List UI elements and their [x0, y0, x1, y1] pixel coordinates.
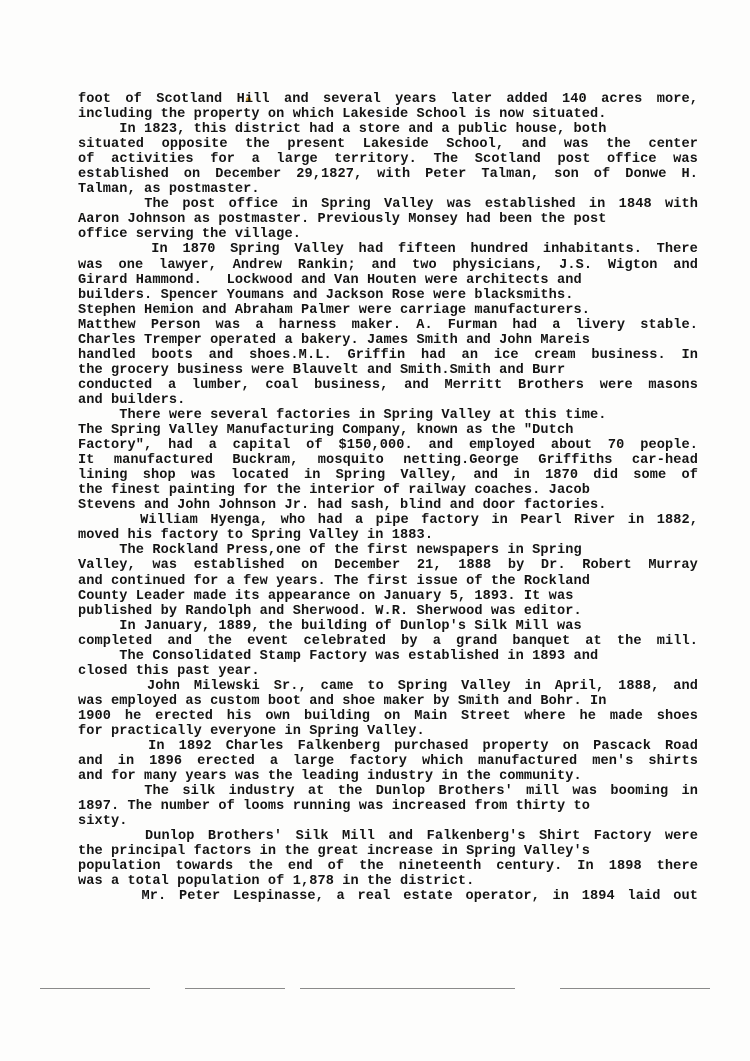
text-line: In 1823, this district had a store and a public house, both [78, 122, 607, 138]
body-text [78, 92, 698, 905]
text-line: Girard Hammond. Lockwood and Van Houten were architects and [78, 272, 582, 288]
text-line: In 1892 Charles Falkenberg purchased property on Pascack Road [78, 739, 699, 755]
text-line: the principal factors in the great increase in Spring Valley's [78, 844, 590, 860]
text-line: the grocery business were Blauvelt and Smith.Smith and Burr [78, 362, 566, 378]
text-line: The Rockland Press,one of the first newspapers in Spring [78, 543, 582, 559]
text-line: established on December 29,1827, with Peter Talman, son of Donwe H. [78, 167, 698, 183]
text-line: builders. Spencer Youmans and Jackson Rose were blacksmiths. [78, 287, 574, 303]
text-line: was one lawyer, Andrew Rankin; and two physicians, J.S. Wigton and [78, 257, 698, 273]
text-line: 1897. The number of looms running was increased from thirty to [78, 799, 590, 815]
text-line: including the property on which Lakeside School is now situated. [78, 107, 607, 123]
text-line: The Consolidated Stamp Factory was established in 1893 and [78, 648, 599, 664]
text-line: The silk industry at the Dunlop Brothers' mill was booming in [78, 784, 698, 800]
text-line: population towards the end of the nineteenth century. In 1898 there [78, 859, 698, 875]
scan-line [300, 988, 515, 989]
text-line: conducted a lumber, coal business, and Merritt Brothers were masons [78, 377, 698, 393]
text-line: handled boots and shoes.M.L. Griffin had an ice cream business. In [78, 347, 698, 363]
text-line: Stephen Hemion and Abraham Palmer were carriage manufacturers. [78, 302, 590, 318]
text-line: Aaron Johnson as postmaster. Previously Monsey had been the post [78, 212, 607, 228]
text-line: foot of Scotland Hill and several years later added 140 acres more, [78, 92, 699, 107]
text-line: Factory", had a capital of $150,000. and employed about 70 people. [78, 438, 698, 454]
text-line: closed this past year. [78, 663, 260, 679]
scan-line [185, 988, 285, 989]
text-line: of activities for a large territory. The Scotland post office was [78, 152, 698, 168]
text-line: 1900 he erected his own building on Main Street where he made shoes [78, 708, 698, 724]
text-line: published by Randolph and Sherwood. W.R. Sherwood was editor. [78, 603, 582, 619]
text-line: Talman, as postmaster. [78, 182, 260, 198]
text-line: was employed as custom boot and shoe maker by Smith and Bohr. In [78, 693, 607, 709]
text-line: for practically everyone in Spring Valley. [78, 723, 425, 739]
text-line: and continued for a few years. The first issue of the Rockland [78, 573, 590, 589]
text-line: Dunlop Brothers' Silk Mill and Falkenberg's Shirt Factory were [78, 829, 698, 845]
text-line: completed and the event celebrated by a grand banquet at the mill. [78, 633, 699, 649]
text-line: Stevens and John Johnson Jr. had sash, blind and door factories. [78, 498, 607, 514]
text-line: William Hyenga, who had a pipe factory in Pearl River in 1882, [78, 513, 698, 529]
text-line: moved his factory to Spring Valley in 1883. [78, 528, 434, 544]
scan-line [40, 988, 150, 989]
text-line: Mr. Peter Lespinasse, a real estate operator, in 1894 laid out [78, 889, 699, 905]
text-line: office serving the village. [78, 227, 301, 243]
text-line: There were several factories in Spring Valley at this time. [78, 407, 607, 423]
text-line: Valley, was established on December 21, 1888 by Dr. Robert Murray [78, 558, 698, 574]
text-line: In 1870 Spring Valley had fifteen hundred inhabitants. There [78, 242, 698, 258]
text-line: situated opposite the present Lakeside School, and was the center [78, 137, 698, 153]
text-line: John Milewski Sr., came to Spring Valley in April, 1888, and [78, 678, 698, 694]
text-line: Matthew Person was a harness maker. A. Furman had a livery stable. [78, 317, 699, 333]
text-line: sixty. [78, 814, 128, 830]
text-line: The Spring Valley Manufacturing Company, known as the "Dutch [78, 423, 574, 439]
text-line: The post office in Spring Valley was established in 1848 with [78, 197, 698, 213]
text-line: In January, 1889, the building of Dunlop's Silk Mill was [78, 618, 582, 634]
text-line: Charles Tremper operated a bakery. James Smith and John Mareis [78, 332, 590, 348]
text-line: was a total population of 1,878 in the district. [78, 874, 475, 890]
text-line: County Leader made its appearance on January 5, 1893. It was [78, 588, 574, 604]
text-line: It manufactured Buckram, mosquito netting.George Griffiths car-head [78, 453, 698, 469]
text-line: the finest painting for the interior of railway coaches. Jacob [78, 483, 590, 499]
text-line: and in 1896 erected a large factory which manufactured men's shirts [78, 754, 698, 770]
scan-line [560, 988, 710, 989]
text-line: and for many years was the leading industry in the community. [78, 769, 582, 785]
text-line: and builders. [78, 392, 186, 408]
text-line: lining shop was located in Spring Valley, and in 1870 did some of [78, 468, 699, 484]
